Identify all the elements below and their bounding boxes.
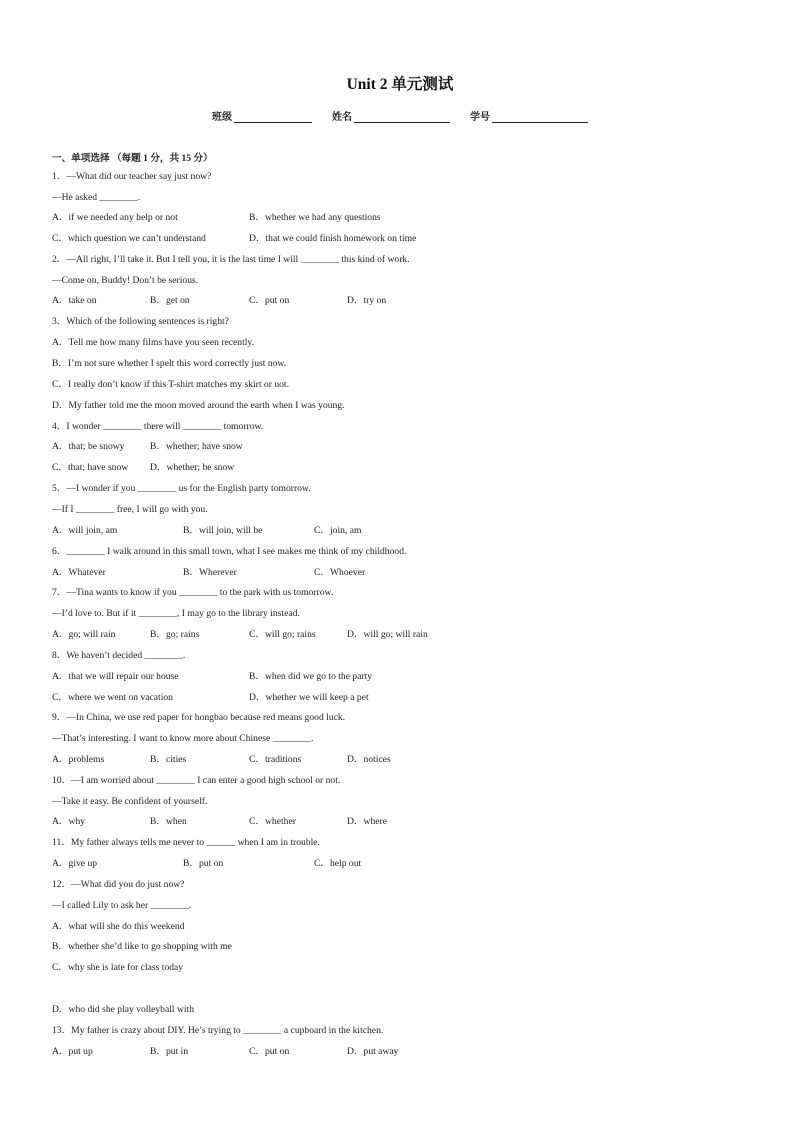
question-text: —If I ________ free, I will go with you. [52, 504, 208, 515]
answer-option: B．put on [183, 858, 224, 869]
answer-option: B．Wherever [183, 567, 237, 578]
answer-option: C．which question we can’t understand [52, 233, 206, 244]
option-row [0, 691, 800, 705]
class-label: 班级 [212, 112, 232, 123]
question-text: 2．—All right, I’ll take it. But I tell you, it is the last time I will ________ this kind of work. [52, 254, 410, 265]
student-id-field [470, 108, 588, 123]
option-row [0, 753, 800, 767]
answer-option: C．put on [249, 1046, 290, 1057]
option-row [0, 1045, 800, 1059]
answer-option: D．where [347, 816, 387, 827]
answer-option: A．give up [52, 858, 98, 869]
answer-option: D．whether; be snow [150, 462, 235, 473]
question-text: —That’s interesting. I want to know more about Chinese ________. [52, 733, 314, 744]
question-text: 12．—What did you do just now? [52, 879, 185, 890]
student-id-blank [492, 111, 588, 123]
student-info-fields [0, 108, 800, 123]
question-text: A．what will she do this weekend [52, 921, 185, 932]
question-text: 5．—I wonder if you ________ us for the English party tomorrow. [52, 483, 311, 494]
student-id-label: 学号 [470, 112, 490, 123]
answer-option: B．whether we had any questions [249, 212, 381, 223]
answer-option: A．problems [52, 754, 105, 765]
answer-option: B．when [150, 816, 187, 827]
option-row [0, 232, 800, 246]
answer-option: C．traditions [249, 754, 302, 765]
question-text: 13．My father is crazy about DIY. He’s trying to ________ a cupboard in the kitchen. [52, 1025, 384, 1036]
question-text: 11．My father always tells me never to ______ when I am in trouble. [52, 837, 320, 848]
answer-option: A．that; be snowy [52, 441, 125, 452]
answer-option: C．put on [249, 295, 290, 306]
option-row [0, 815, 800, 829]
option-row [0, 857, 800, 871]
option-row [0, 524, 800, 538]
option-row [0, 294, 800, 308]
question-text: C．why she is late for class today [52, 962, 184, 973]
answer-option: B．cities [150, 754, 187, 765]
question-text: —He asked ________. [52, 192, 141, 203]
answer-option: B．get on [150, 295, 190, 306]
question-text: —Come on, Buddy! Don’t be serious. [52, 275, 199, 286]
name-blank [354, 111, 450, 123]
answer-option: A．go; will rain [52, 629, 116, 640]
answer-option: A．why [52, 816, 86, 827]
question-text: —I called Lily to ask her ________. [52, 900, 192, 911]
class-field [212, 108, 312, 123]
answer-option: A．that we will repair our house [52, 671, 179, 682]
question-text: 3．Which of the following sentences is right? [52, 316, 229, 327]
answer-option: D．put away [347, 1046, 399, 1057]
name-label: 姓名 [332, 112, 352, 123]
option-row [0, 440, 800, 454]
question-text: 9．—In China, we use red paper for hongbao because red means good luck. [52, 712, 346, 723]
option-row [0, 211, 800, 225]
answer-option: B．when did we go to the party [249, 671, 373, 682]
answer-option: A．will join, am [52, 525, 118, 536]
question-text: 10．—I am worried about ________ I can enter a good high school or not. [52, 775, 341, 786]
answer-option: C．Whoever [314, 567, 366, 578]
question-text: 8．We haven’t decided ________. [52, 650, 186, 661]
answer-option: D．whether we will keep a pet [249, 692, 369, 703]
option-row [0, 628, 800, 642]
section-header: 一、单项选择 （每题 1 分，共 15 分） [52, 153, 213, 164]
question-text: 1．—What did our teacher say just now? [52, 171, 212, 182]
answer-option: B．put in [150, 1046, 189, 1057]
option-row [0, 566, 800, 580]
question-text: C．I really don’t know if this T-shirt matches my skirt or not. [52, 379, 289, 390]
answer-option: C．will go; rains [249, 629, 316, 640]
answer-option: D．notices [347, 754, 391, 765]
answer-option: B．whether; have snow [150, 441, 243, 452]
answer-option: D．will go; will rain [347, 629, 428, 640]
answer-option: A．if we needed any help or not [52, 212, 178, 223]
answer-option: C．where we went on vacation [52, 692, 173, 703]
answer-option: C．that; have snow [52, 462, 129, 473]
option-row [0, 461, 800, 475]
answer-option: C．help out [314, 858, 362, 869]
question-text: D．who did she play volleyball with [52, 1004, 195, 1015]
question-text: D．My father told me the moon moved around the earth when I was young. [52, 400, 345, 411]
question-text: B．I’m not sure whether I spelt this word correctly just now. [52, 358, 287, 369]
question-text: 7．—Tina wants to know if you ________ to the park with us tomorrow. [52, 587, 334, 598]
answer-option: C．whether [249, 816, 296, 827]
answer-option: D．try on [347, 295, 387, 306]
answer-option: A．Whatever [52, 567, 106, 578]
question-text: 6．________ I walk around in this small town, what I see makes me think of my childhood. [52, 546, 407, 557]
question-text: 4．I wonder ________ there will ________ tomorrow. [52, 421, 264, 432]
answer-option: B．go; rains [150, 629, 200, 640]
answer-option: B．will join, will be [183, 525, 263, 536]
option-row [0, 670, 800, 684]
answer-option: A．put up [52, 1046, 93, 1057]
answer-option: A．take on [52, 295, 97, 306]
question-text: B．whether she’d like to go shopping with me [52, 941, 232, 952]
question-text: A．Tell me how many films have you seen recently. [52, 337, 254, 348]
answer-option: D．that we could finish homework on time [249, 233, 417, 244]
class-blank [234, 111, 312, 123]
answer-option: C．join, am [314, 525, 362, 536]
name-field [332, 108, 450, 123]
question-text: —Take it easy. Be confident of yourself. [52, 796, 208, 807]
question-text: —I’d love to. But if it ________, I may go to the library instead. [52, 608, 300, 619]
page-title: Unit 2 单元测试 [346, 76, 454, 93]
